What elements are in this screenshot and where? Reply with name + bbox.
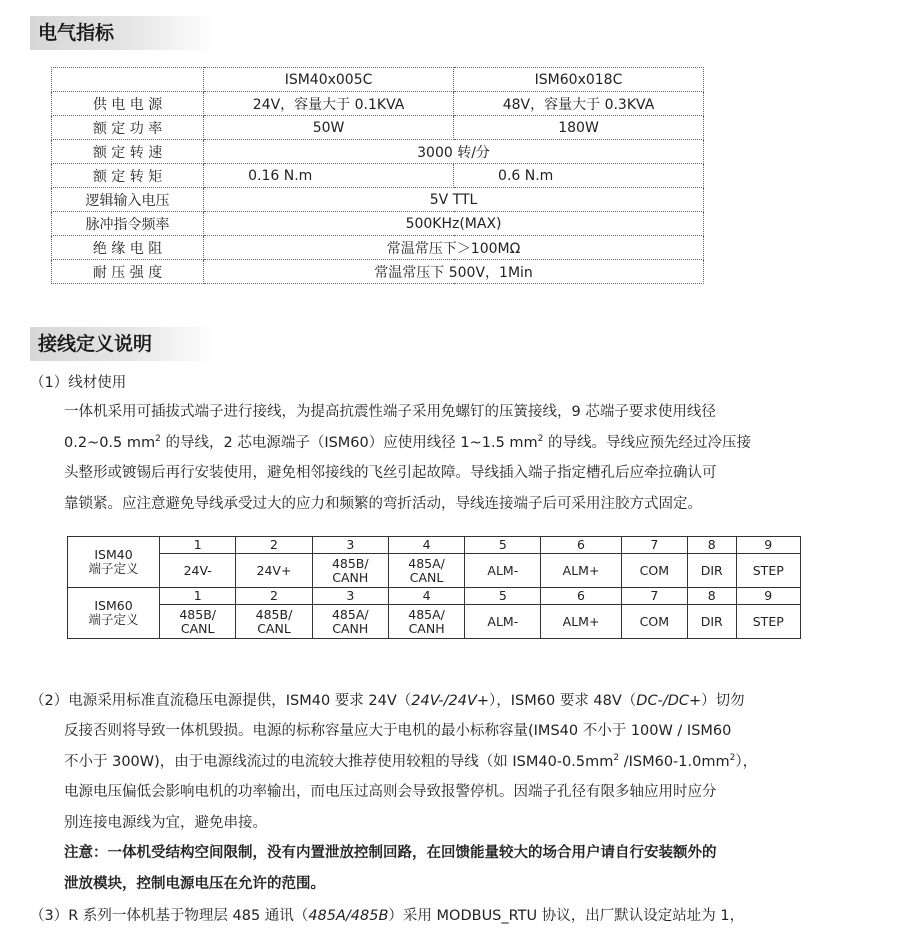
terminal-value: 485A/ CANH: [312, 605, 388, 639]
note-line: 注意：一体机受结构空间限制，没有内置泄放控制回路，在回馈能量较大的场合用户请自行安装额外的: [64, 845, 717, 861]
wiring-terminal-table: [67, 536, 801, 639]
terminal-value: COM: [621, 605, 687, 639]
header-empty-cell: [52, 68, 204, 92]
table-row: [52, 188, 704, 212]
row-label: 额 定 功 率: [52, 116, 204, 140]
terminal-number: 6: [541, 588, 621, 605]
section-title-wiring: 接线定义说明: [30, 327, 216, 361]
ism60-label-cell: [68, 588, 160, 639]
terminal-value: ALM+: [541, 605, 621, 639]
terminal-number: 8: [687, 537, 736, 554]
terminal-number: 2: [236, 588, 312, 605]
header-ism60: ISM60x018C: [454, 68, 704, 92]
terminal-number: 6: [541, 537, 621, 554]
terminal-value: 485B/ CANH: [312, 554, 388, 588]
cell-ism60: 180W: [454, 116, 704, 140]
terminal-number: 9: [736, 537, 800, 554]
text-span: 的导线，2 芯电源端子（ISM60）应使用线径 1~1.5 mm: [160, 434, 538, 451]
label-line: 端子定义: [88, 612, 139, 627]
table-row: [52, 260, 704, 284]
terminal-value: STEP: [736, 554, 800, 588]
row-label: 额 定 转 速: [52, 140, 204, 164]
terminal-number: 2: [236, 537, 312, 554]
terminal-number: 8: [687, 588, 736, 605]
ism40-value-row: [68, 554, 801, 588]
item1-line: 靠锁紧。应注意避免导线承受过大的应力和频繁的弯折活动，导线连接端子后可采用注胶方式固定。: [64, 495, 702, 512]
label-line: ISM60: [94, 598, 133, 613]
terminal-value: 24V+: [236, 554, 312, 588]
superscript: 2: [613, 752, 620, 763]
terminal-number: 7: [621, 588, 687, 605]
table-row: [52, 164, 704, 188]
terminal-value: 485B/ CANL: [160, 605, 236, 639]
item1-heading: （1）线材使用: [30, 375, 127, 391]
terminal-value: 485B/ CANL: [236, 605, 312, 639]
terminal-value: ALM+: [541, 554, 621, 588]
text-span: ），ISM60 要求 48V（: [489, 693, 637, 709]
cell-span: 5V TTL: [204, 188, 704, 212]
cell-ism60: 48V，容量大于 0.3KVA: [454, 92, 704, 116]
note-line: 泄放模块，控制电源电压在允许的范围。: [64, 875, 325, 892]
terminal-value: COM: [621, 554, 687, 588]
item2-paragraph: [64, 716, 854, 899]
text-span: ）切勿: [701, 693, 745, 709]
terminal-number: 5: [465, 588, 541, 605]
text-span: 24V-/24V+: [411, 693, 490, 709]
terminal-value: 485A/ CANL: [388, 554, 464, 588]
item2-line: 反接否则将导致一体机毁损。电源的标称容量应大于电机的最小标称容量(IMS40 不小于 100W / ISM60: [64, 723, 732, 739]
terminal-value: 24V-: [160, 554, 236, 588]
row-label: 脉冲指令频率: [52, 212, 204, 236]
terminal-value: ALM-: [465, 605, 541, 639]
terminal-value: STEP: [736, 605, 800, 639]
text-span: 的导线。导线应预先经过冷压接: [543, 434, 752, 451]
table-row: [52, 236, 704, 260]
terminal-number: 4: [388, 537, 464, 554]
row-label: 逻辑输入电压: [52, 188, 204, 212]
superscript: 2: [729, 752, 736, 763]
terminal-number: 9: [736, 588, 800, 605]
item2-line: 电源电压偏低会影响电机的功率输出，而电压过高则会导致报警停机。因端子孔径有限多轴应用时应分: [64, 784, 717, 800]
item1-line: 头整形或镀锡后再行安装使用，避免相邻接线的飞丝引起故障。导线插入端子指定槽孔后应牵拉确认可: [64, 465, 717, 481]
item1-paragraph: [64, 397, 854, 519]
terminal-number: 5: [465, 537, 541, 554]
text-span: ），: [735, 753, 758, 770]
terminal-number: 3: [312, 588, 388, 605]
row-label: 绝 缘 电 阻: [52, 236, 204, 260]
terminal-number: 4: [388, 588, 464, 605]
table-row: [52, 140, 704, 164]
cell-ism60: 0.6 N.m: [454, 164, 704, 188]
terminal-value: DIR: [687, 605, 736, 639]
table-row: [52, 116, 704, 140]
terminal-number: 1: [160, 588, 236, 605]
text-span: （2）电源采用标准直流稳压电源提供，ISM40 要求 24V（: [30, 693, 412, 709]
ism40-label-cell: [68, 537, 160, 588]
section-title-electrical: 电气指标: [30, 16, 216, 50]
table-row: [52, 212, 704, 236]
text-span: ）采用 MODBUS_RTU 协议，出厂默认设定站址为 1，: [388, 908, 745, 924]
cell-ism40: 24V，容量大于 0.1KVA: [204, 92, 454, 116]
cell-span: 常温常压下 500V，1Min: [204, 260, 704, 284]
label-line: ISM40: [94, 547, 133, 562]
table-header-row: [52, 68, 704, 92]
text-span: （3）R 系列一体机基于物理层 485 通讯（: [30, 908, 309, 924]
row-label: 额 定 转 矩: [52, 164, 204, 188]
table-row: [52, 92, 704, 116]
row-label: 耐 压 强 度: [52, 260, 204, 284]
terminal-number: 3: [312, 537, 388, 554]
terminal-number: 7: [621, 537, 687, 554]
row-label: 供 电 电 源: [52, 92, 204, 116]
item2-line: [64, 747, 854, 778]
item2-line: 别连接电源线为宜，避免串接。: [64, 814, 267, 831]
text-span: /ISM60-1.0mm: [619, 753, 730, 770]
ism60-value-row: [68, 605, 801, 639]
item3-line1: [30, 901, 744, 931]
text-span: DC-/DC+: [636, 693, 702, 709]
ism60-number-row: [68, 588, 801, 605]
cell-span: 3000 转/分: [204, 140, 704, 164]
label-line: 端子定义: [88, 561, 139, 576]
cell-ism40: 50W: [204, 116, 454, 140]
superscript: 2: [155, 433, 161, 444]
cell-span: 500KHz(MAX): [204, 212, 704, 236]
item1-line: 一体机采用可插拔式端子进行接线，为提高抗震性端子采用免螺钉的压簧接线，9 芯端子要求使用线径: [64, 404, 716, 420]
text-span: 0.2~0.5 mm: [64, 434, 156, 451]
item1-line: [64, 428, 854, 459]
superscript: 2: [537, 433, 544, 444]
terminal-value: 485A/ CANH: [388, 605, 464, 639]
ism40-number-row: [68, 537, 801, 554]
cell-ism40: 0.16 N.m: [204, 164, 454, 188]
item2-line1: [30, 686, 745, 716]
electrical-spec-table: [51, 67, 704, 284]
terminal-value: ALM-: [465, 554, 541, 588]
terminal-number: 1: [160, 537, 236, 554]
terminal-value: DIR: [687, 554, 736, 588]
cell-span: 常温常压下＞100MΩ: [204, 236, 704, 260]
text-span: 485A/485B: [308, 908, 389, 924]
header-ism40: ISM40x005C: [204, 68, 454, 92]
text-span: 不小于 300W)，由于电源线流过的电流较大推荐使用较粗的导线（如 ISM40-0.5mm: [64, 753, 614, 770]
